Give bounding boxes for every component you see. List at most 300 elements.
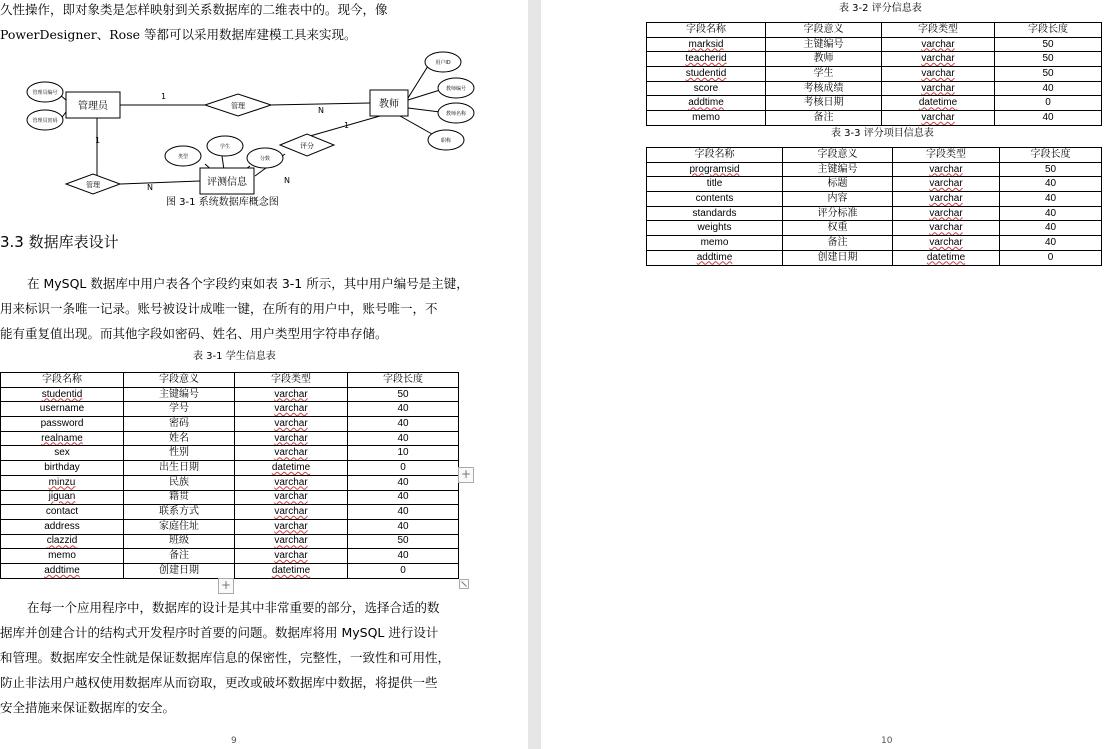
score-item-info-table <box>646 147 1102 266</box>
cell-text: 备注 <box>827 236 848 248</box>
cell-field-meaning <box>124 549 235 564</box>
cell-text: 0 <box>400 461 406 473</box>
svg-text:学生: 学生 <box>219 144 231 150</box>
cell-field-meaning <box>124 563 235 578</box>
cell-field-type <box>882 52 995 67</box>
cell-field-type <box>235 490 348 505</box>
cell-field-length <box>348 534 459 549</box>
cell-text: varchar <box>274 447 308 459</box>
paragraph1-line-3: 能有重复值出现。而其他字段如密码、姓名、用户类型用字符串存储。 <box>0 326 388 341</box>
table1-caption: 表 3-1 学生信息表 <box>193 351 276 362</box>
cell-text: varchar <box>929 163 963 175</box>
score-info-table <box>646 22 1102 126</box>
table2-caption: 表 3-2 评分信息表 <box>839 3 922 14</box>
cell-field-type <box>893 236 1000 251</box>
cell-text: varchar <box>929 207 963 219</box>
cell-field-length <box>348 417 459 432</box>
paragraph1-line-2: 用来标识一条唯一记录。账号被设计成唯一键，在所有的用户中，账号唯一，不 <box>0 301 438 316</box>
cell-text: sex <box>54 447 70 459</box>
svg-text:用户ID: 用户ID <box>435 60 451 66</box>
cell-text: 联系方式 <box>159 506 199 518</box>
table-row <box>647 177 1102 192</box>
cell-field-name <box>647 221 783 236</box>
table-header-row <box>647 148 1102 163</box>
cell-field-meaning <box>124 505 235 520</box>
cell-text: 家庭住址 <box>159 520 199 532</box>
cell-field-length <box>1000 177 1102 192</box>
cell-text: 主键编号 <box>803 38 844 50</box>
cell-text: 创建日期 <box>817 251 858 263</box>
table-row <box>1 563 459 578</box>
intro-line-2: PowerDesigner、Rose 等都可以采用数据库建模工具来实现。 <box>0 27 357 42</box>
cell-field-length <box>348 519 459 534</box>
cell-field-name <box>647 192 783 207</box>
cell-field-length <box>348 549 459 564</box>
cell-field-meaning <box>766 37 882 52</box>
cell-field-length <box>348 563 459 578</box>
paragraph1-line-1: 在 MySQL 数据库中用户表各个字段约束如表 3-1 所示，其中用户编号是主键， <box>27 276 469 291</box>
cell-text: 40 <box>397 506 409 518</box>
cell-text: 备注 <box>169 550 189 562</box>
cell-text: 班级 <box>169 535 189 547</box>
relation-evaluate <box>280 134 334 156</box>
cell-field-type <box>893 221 1000 236</box>
cell-text: 40 <box>1042 82 1054 94</box>
cell-text: 学号 <box>169 403 189 415</box>
document-page-9 <box>0 0 528 749</box>
cell-field-name <box>1 461 124 476</box>
cell-field-meaning <box>783 192 893 207</box>
svg-text:管理员密码: 管理员密码 <box>32 118 58 124</box>
table-row <box>1 387 459 402</box>
table-row <box>647 96 1102 111</box>
cell-text: 50 <box>397 535 409 547</box>
cell-text: title <box>706 178 723 190</box>
card-admin-manage: 1 <box>161 92 167 101</box>
cell-text: 40 <box>397 432 409 444</box>
table-row <box>647 206 1102 221</box>
cell-field-name <box>1 446 124 461</box>
cell-field-type <box>893 177 1000 192</box>
cell-text: contact <box>45 506 79 518</box>
cell-text: studentid <box>685 67 727 79</box>
cell-field-length <box>348 446 459 461</box>
table-row <box>647 236 1102 251</box>
attr-eval-student <box>207 136 243 156</box>
cell-field-name <box>647 37 766 52</box>
header-field-name: 字段名称 <box>647 23 766 38</box>
cell-field-type <box>235 534 348 549</box>
cell-field-type <box>882 37 995 52</box>
cell-field-meaning <box>766 111 882 126</box>
cell-text: varchar <box>274 417 308 429</box>
attr-eval-score <box>247 148 283 168</box>
cell-field-name <box>1 387 124 402</box>
cell-field-meaning <box>124 490 235 505</box>
cell-text: 40 <box>1044 236 1057 248</box>
cell-text: 40 <box>1042 111 1054 123</box>
entity-teacher <box>370 90 408 116</box>
cell-field-type <box>893 162 1000 177</box>
entity-evaluation <box>200 168 254 194</box>
svg-text:教师: 教师 <box>379 99 399 110</box>
cell-field-meaning <box>766 96 882 111</box>
cell-field-length <box>995 37 1102 52</box>
cell-text: varchar <box>274 520 308 532</box>
cell-field-name <box>647 250 783 265</box>
cell-text: 50 <box>1042 67 1054 79</box>
cell-text: weights <box>697 222 732 234</box>
table-row <box>1 417 459 432</box>
table-header-row <box>1 373 459 388</box>
svg-text:管理员: 管理员 <box>78 101 108 112</box>
cell-text: 内容 <box>827 192 848 204</box>
cell-field-name <box>1 402 124 417</box>
cell-text: 创建日期 <box>159 564 199 576</box>
cell-field-meaning <box>766 52 882 67</box>
page-number-right: 10 <box>881 736 893 746</box>
cell-field-type <box>235 446 348 461</box>
cell-text: 40 <box>397 550 409 562</box>
cell-text: memo <box>48 550 76 562</box>
cell-field-type <box>235 563 348 578</box>
header-field-meaning: 字段意义 <box>783 148 893 163</box>
svg-text:管理: 管理 <box>86 181 100 189</box>
cell-text: 权重 <box>827 222 848 234</box>
header-field-type: 字段类型 <box>893 148 1000 163</box>
cell-text: clazzid <box>46 535 78 547</box>
svg-text:管理: 管理 <box>231 102 245 110</box>
cell-field-type <box>882 81 995 96</box>
cell-text: datetime <box>271 461 311 473</box>
cell-field-type <box>893 250 1000 265</box>
table-row <box>647 250 1102 265</box>
cell-field-length <box>1000 162 1102 177</box>
cell-text: address <box>44 520 80 532</box>
cell-text: addtime <box>44 564 80 576</box>
table-row <box>1 549 459 564</box>
cell-text: birthday <box>44 461 80 473</box>
paragraph2-line-3: 和管理。数据库安全性就是保证数据库信息的保密性，完整性，一致性和可用性， <box>0 650 451 665</box>
cell-text: varchar <box>921 38 955 50</box>
cell-text: memo <box>692 111 720 123</box>
cell-field-name <box>647 111 766 126</box>
cell-text: 10 <box>397 447 409 459</box>
cell-field-type <box>235 387 348 402</box>
cell-field-meaning <box>124 417 235 432</box>
cell-text: varchar <box>274 506 308 518</box>
cell-field-type <box>235 475 348 490</box>
table-resize-handle[interactable] <box>459 579 469 589</box>
cell-text: password <box>40 417 84 429</box>
cell-field-type <box>235 417 348 432</box>
cell-field-type <box>882 67 995 82</box>
svg-text:职称: 职称 <box>440 138 452 144</box>
cell-field-type <box>235 519 348 534</box>
svg-text:教师名称: 教师名称 <box>445 111 467 117</box>
cell-text: 考核成绩 <box>803 82 844 94</box>
cell-field-meaning <box>124 519 235 534</box>
header-field-name: 字段名称 <box>647 148 783 163</box>
cell-field-name <box>647 177 783 192</box>
header-field-length: 字段长度 <box>995 23 1102 38</box>
cell-field-meaning <box>783 236 893 251</box>
cell-text: jiguan <box>48 491 76 503</box>
cell-text: 50 <box>397 388 409 400</box>
cell-field-type <box>882 111 995 126</box>
cell-field-meaning <box>783 221 893 236</box>
cell-text: 0 <box>1045 97 1051 109</box>
table-row <box>1 402 459 417</box>
table-row <box>647 81 1102 96</box>
cell-field-meaning <box>124 387 235 402</box>
table-row <box>647 192 1102 207</box>
cell-text: 0 <box>1047 251 1054 263</box>
table-row <box>1 431 459 446</box>
paragraph2-line-5: 安全措施来保证数据库的安全。 <box>0 700 176 715</box>
cell-field-meaning <box>124 475 235 490</box>
table-row <box>1 475 459 490</box>
cell-text: addtime <box>696 251 733 263</box>
cell-field-length <box>995 96 1102 111</box>
cell-field-type <box>235 549 348 564</box>
cell-field-name <box>647 162 783 177</box>
table-row <box>1 519 459 534</box>
table-row <box>1 446 459 461</box>
cell-text: standards <box>692 207 737 219</box>
cell-text: varchar <box>929 192 963 204</box>
attr-admin-password <box>27 110 63 130</box>
cell-field-name <box>647 236 783 251</box>
cell-text: 主键编号 <box>159 388 199 400</box>
cell-text: memo <box>700 236 729 248</box>
cell-field-type <box>235 402 348 417</box>
cell-text: 教师 <box>813 53 834 65</box>
cell-field-type <box>893 206 1000 221</box>
cell-field-meaning <box>124 446 235 461</box>
add-row-button[interactable]: + <box>218 578 234 594</box>
cell-field-length <box>348 387 459 402</box>
cell-text: 密码 <box>169 417 189 429</box>
cell-text: varchar <box>921 82 955 94</box>
cell-text: varchar <box>274 432 308 444</box>
relation-manage-top <box>205 94 271 116</box>
cell-text: 50 <box>1044 163 1057 175</box>
header-field-meaning: 字段意义 <box>766 23 882 38</box>
header-field-type: 字段类型 <box>235 373 348 388</box>
table-row <box>1 505 459 520</box>
cell-text: marksid <box>688 38 724 50</box>
cell-field-length <box>348 475 459 490</box>
table-row <box>1 490 459 505</box>
cell-field-length <box>348 490 459 505</box>
cell-field-length <box>1000 236 1102 251</box>
cell-text: 学生 <box>813 67 834 79</box>
cell-text: 籍贯 <box>169 491 189 503</box>
svg-text:教师编号: 教师编号 <box>445 86 467 92</box>
cell-text: 40 <box>397 417 409 429</box>
student-info-table <box>0 372 459 579</box>
attr-admin-account <box>27 82 63 102</box>
cell-text: varchar <box>274 491 308 503</box>
table3-caption: 表 3-3 评分项目信息表 <box>831 128 934 139</box>
cell-field-meaning <box>124 534 235 549</box>
document-page-10 <box>541 0 1104 749</box>
cell-field-name <box>1 563 124 578</box>
cell-text: 40 <box>397 520 409 532</box>
cell-field-type <box>882 96 995 111</box>
cell-field-name <box>647 96 766 111</box>
cell-text: 备注 <box>813 111 834 123</box>
cell-text: varchar <box>274 535 308 547</box>
cell-field-name <box>647 81 766 96</box>
svg-text:分数: 分数 <box>259 156 271 162</box>
attr-teacher-no <box>438 78 474 98</box>
cell-text: 出生日期 <box>159 461 199 473</box>
page-number-left: 9 <box>231 736 237 746</box>
table-row <box>1 461 459 476</box>
table-row <box>1 534 459 549</box>
cell-text: 50 <box>1042 38 1054 50</box>
header-field-type: 字段类型 <box>882 23 995 38</box>
intro-line-1: 久性操作，即对象类是怎样映射到关系数据库的二维表中的。现今，像 <box>0 2 388 17</box>
cell-field-length <box>1000 221 1102 236</box>
table-row <box>647 37 1102 52</box>
cell-field-type <box>893 192 1000 207</box>
card-admin-manage2: 1 <box>95 136 101 145</box>
cell-field-name <box>1 490 124 505</box>
add-column-button[interactable]: + <box>458 467 474 483</box>
cell-text: 40 <box>1044 192 1057 204</box>
attr-teacher-title <box>428 130 464 150</box>
cell-field-meaning <box>783 177 893 192</box>
cell-field-meaning <box>766 81 882 96</box>
table-row <box>647 52 1102 67</box>
cell-text: 考核日期 <box>803 97 844 109</box>
cell-text: 40 <box>1044 207 1057 219</box>
cell-text: 评分标准 <box>817 207 858 219</box>
cell-text: 标题 <box>827 178 848 190</box>
cell-text: datetime <box>271 564 311 576</box>
cell-field-length <box>348 505 459 520</box>
attr-eval-cat <box>165 146 201 166</box>
table-header-row <box>647 23 1102 38</box>
cell-text: varchar <box>274 550 308 562</box>
svg-text:类型: 类型 <box>177 154 189 160</box>
cell-text: realname <box>41 432 83 444</box>
cell-field-meaning <box>783 250 893 265</box>
cell-text: 性别 <box>169 447 189 459</box>
cell-field-name <box>1 431 124 446</box>
cell-field-length <box>995 52 1102 67</box>
cell-field-length <box>995 111 1102 126</box>
cell-text: datetime <box>918 97 958 109</box>
cell-text: varchar <box>921 67 955 79</box>
cell-field-length <box>1000 206 1102 221</box>
header-field-length: 字段长度 <box>348 373 459 388</box>
cell-text: varchar <box>929 222 963 234</box>
er-diagram <box>0 50 480 200</box>
table-row <box>647 111 1102 126</box>
cell-text: varchar <box>929 178 963 190</box>
cell-field-meaning <box>783 206 893 221</box>
cell-text: addtime <box>688 97 724 109</box>
paragraph2-line-2: 据库并创建合计的结构式开发程序时首要的问题。数据库将用 MySQL 进行设计 <box>0 625 439 640</box>
cell-field-name <box>1 417 124 432</box>
cell-field-name <box>1 519 124 534</box>
paragraph2-line-1: 在每一个应用程序中，数据库的设计是其中非常重要的部分，选择合适的数 <box>27 600 440 615</box>
cell-field-name <box>1 475 124 490</box>
cell-field-name <box>647 67 766 82</box>
cell-field-length <box>348 461 459 476</box>
cell-text: 40 <box>397 491 409 503</box>
cell-field-meaning <box>783 162 893 177</box>
cell-text: 40 <box>397 476 409 488</box>
cell-field-length <box>1000 250 1102 265</box>
cell-text: varchar <box>274 403 308 415</box>
cell-text: varchar <box>274 388 308 400</box>
figure-caption: 图 3-1 系统数据库概念图 <box>166 197 279 208</box>
attr-teacher-user-id <box>425 52 461 72</box>
card-evaluate-eval: N <box>284 176 290 185</box>
cell-text: varchar <box>929 236 963 248</box>
cell-text: username <box>39 403 85 415</box>
cell-field-name <box>647 52 766 67</box>
entity-admin <box>66 92 120 118</box>
card-manage-teacher: N <box>318 106 324 115</box>
table-row <box>647 67 1102 82</box>
cell-text: varchar <box>274 476 308 488</box>
paragraph2-line-4: 防止非法用户越权使用数据库从而窃取，更改或破坏数据库中数据，将提供一些 <box>0 675 438 690</box>
table-row <box>647 221 1102 236</box>
svg-text:评分: 评分 <box>300 142 314 150</box>
cell-field-meaning <box>124 402 235 417</box>
section-heading: 3.3 数据库表设计 <box>0 233 119 251</box>
cell-text: contents <box>695 192 734 204</box>
header-field-name: 字段名称 <box>1 373 124 388</box>
relation-manage-bottom <box>66 174 120 194</box>
cell-text: 40 <box>1044 222 1057 234</box>
cell-field-type <box>235 431 348 446</box>
cell-text: 主键编号 <box>817 163 858 175</box>
cell-field-type <box>235 505 348 520</box>
cell-text: teacherid <box>685 53 727 65</box>
cell-field-length <box>995 81 1102 96</box>
cell-text: 40 <box>397 403 409 415</box>
attr-teacher-name <box>438 103 474 123</box>
cell-field-length <box>348 402 459 417</box>
cell-text: 民族 <box>169 476 189 488</box>
cell-text: 0 <box>400 564 406 576</box>
cell-field-name <box>1 534 124 549</box>
cell-text: studentid <box>41 388 83 400</box>
cell-text: varchar <box>921 53 955 65</box>
cell-text: datetime <box>926 251 966 263</box>
svg-text:管理员编号: 管理员编号 <box>32 90 58 96</box>
cell-field-meaning <box>124 431 235 446</box>
cell-text: varchar <box>921 111 955 123</box>
card-manage2-eval: N <box>147 183 153 192</box>
header-field-length: 字段长度 <box>1000 148 1102 163</box>
cell-field-name <box>1 505 124 520</box>
header-field-meaning: 字段意义 <box>124 373 235 388</box>
cell-text: 40 <box>1044 178 1057 190</box>
cell-text: 50 <box>1042 53 1054 65</box>
cell-field-meaning <box>124 461 235 476</box>
cell-field-length <box>348 431 459 446</box>
cell-field-length <box>1000 192 1102 207</box>
cell-field-type <box>235 461 348 476</box>
